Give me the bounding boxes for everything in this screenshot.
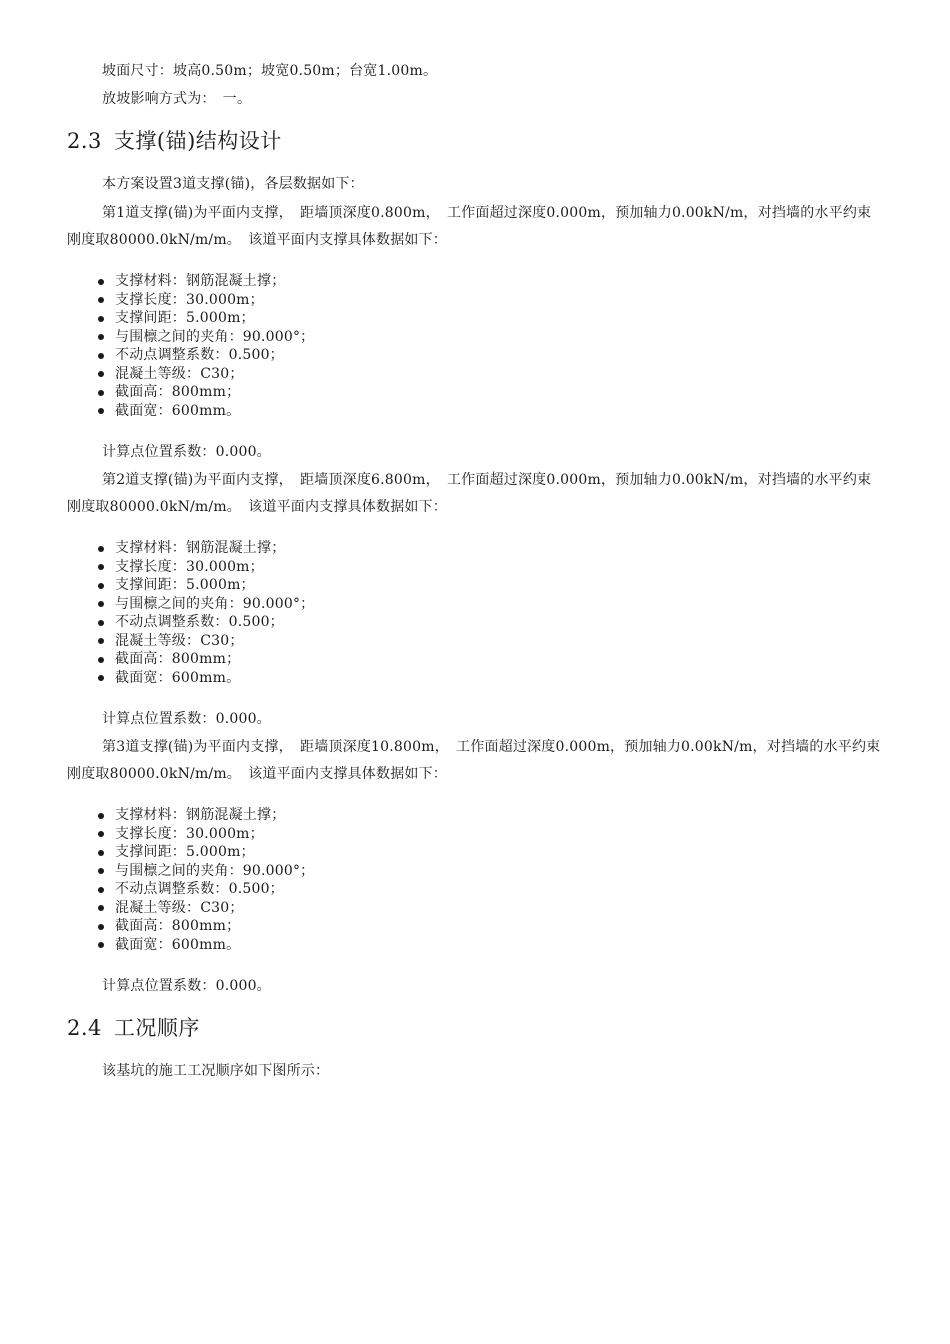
construction-sequence-intro: 该基坑的施工工况顺序如下图所示：	[102, 1063, 330, 1079]
list-item: 支撑材料：钢筋混凝土撑；	[96, 806, 314, 825]
support-2-list	[96, 539, 314, 687]
support-intro: 本方案设置3道支撑(锚)，各层数据如下：	[102, 176, 364, 192]
list-item: 与围檩之间的夹角：90.000°；	[96, 328, 314, 347]
support-1-description: 第1道支撑(锚)为平面内支撑， 距墙顶深度0.800m， 工作面超过深度0.000m，预加轴力0.00kN/m，对挡墙的水平约束刚度取80000.0kN/m/m。 该道平面内支撑具体数据如下：	[67, 205, 872, 248]
slope-dimension-line: 坡面尺寸：坡高0.50m；坡宽0.50m；台宽1.00m。	[102, 63, 438, 79]
list-item: 支撑间距：5.000m；	[96, 576, 314, 595]
support-2-description: 第2道支撑(锚)为平面内支撑， 距墙顶深度6.800m， 工作面超过深度0.000m，预加轴力0.00kN/m，对挡墙的水平约束刚度取80000.0kN/m/m。 该道平面内支撑具体数据如下：	[67, 472, 872, 515]
support-3-list	[96, 806, 314, 954]
list-item: 支撑材料：钢筋混凝土撑；	[96, 539, 314, 558]
list-item: 不动点调整系数：0.500；	[96, 880, 314, 899]
list-item: 支撑材料：钢筋混凝土撑；	[96, 272, 314, 291]
support-1-calc-point: 计算点位置系数：0.000。	[102, 444, 271, 460]
list-item: 支撑长度：30.000m；	[96, 558, 314, 577]
list-item: 支撑长度：30.000m；	[96, 825, 314, 844]
list-item: 截面高：800mm；	[96, 917, 314, 936]
list-item: 截面高：800mm；	[96, 383, 314, 402]
section-heading-2-4	[67, 1014, 200, 1042]
list-item: 截面高：800mm；	[96, 650, 314, 669]
section-title: 工况顺序	[113, 1016, 200, 1040]
support-2-calc-point: 计算点位置系数：0.000。	[102, 711, 271, 727]
support-1-list	[96, 272, 314, 420]
list-item: 与围檩之间的夹角：90.000°；	[96, 862, 314, 881]
section-heading-2-3	[67, 127, 282, 155]
list-item: 混凝土等级：C30；	[96, 365, 314, 384]
list-item: 支撑长度：30.000m；	[96, 291, 314, 310]
list-item: 混凝土等级：C30；	[96, 899, 314, 918]
support-3-calc-point: 计算点位置系数：0.000。	[102, 978, 271, 994]
support-3-description: 第3道支撑(锚)为平面内支撑， 距墙顶深度10.800m， 工作面超过深度0.000m，预加轴力0.00kN/m，对挡墙的水平约束刚度取80000.0kN/m/m。 该道平面内支撑具体数据如下：	[67, 739, 881, 782]
section-title: 支撑(锚)结构设计	[113, 129, 282, 153]
slope-influence-line: 放坡影响方式为： 一。	[102, 91, 252, 107]
list-item: 混凝土等级：C30；	[96, 632, 314, 651]
list-item: 截面宽：600mm。	[96, 669, 314, 688]
section-number: 2.4	[67, 1016, 102, 1040]
list-item: 不动点调整系数：0.500；	[96, 346, 314, 365]
list-item: 与围檩之间的夹角：90.000°；	[96, 595, 314, 614]
list-item: 截面宽：600mm。	[96, 402, 314, 421]
list-item: 不动点调整系数：0.500；	[96, 613, 314, 632]
section-number: 2.3	[67, 129, 102, 153]
list-item: 支撑间距：5.000m；	[96, 843, 314, 862]
list-item: 截面宽：600mm。	[96, 936, 314, 955]
list-item: 支撑间距：5.000m；	[96, 309, 314, 328]
